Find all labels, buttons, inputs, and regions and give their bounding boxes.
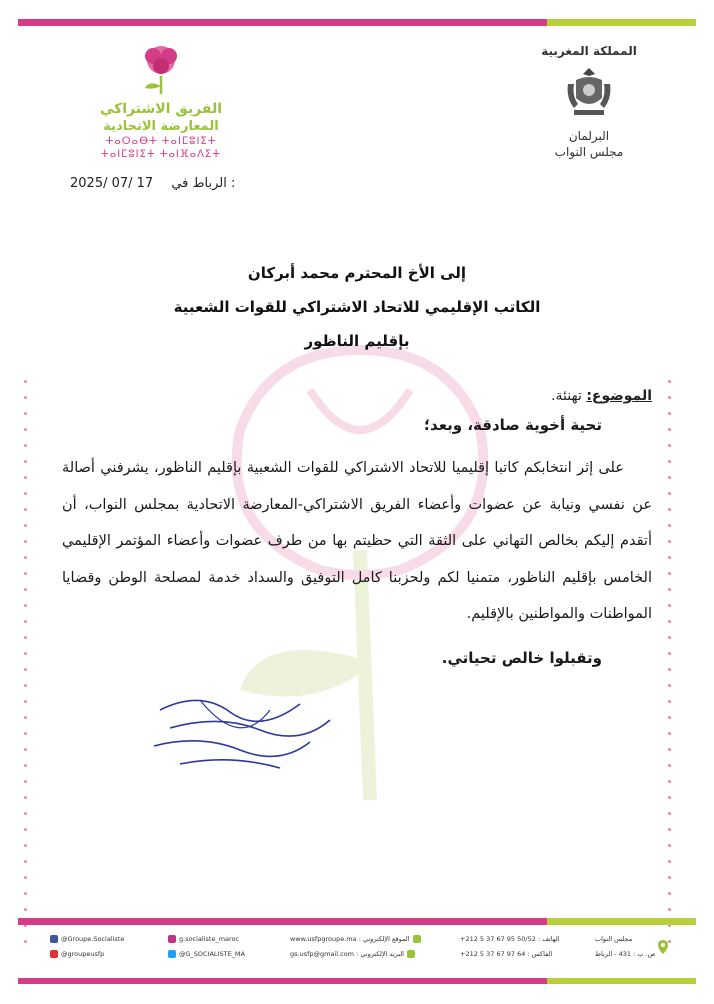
closing-line: وتقبلوا خالص تحياتي.	[441, 648, 602, 667]
parliament-header	[534, 44, 644, 160]
twitter-link[interactable]: @G_SOCIALISTE_MA	[168, 947, 245, 962]
address-line2: ص. ب : 431 - الرباط	[595, 950, 656, 958]
facebook-icon	[50, 935, 58, 943]
handwritten-signature	[140, 690, 340, 780]
instagram-icon	[168, 935, 176, 943]
recipient-province: بإقليم الناظور	[304, 332, 410, 350]
left-dot-border	[20, 380, 50, 956]
address-line1: مجلس النواب	[595, 935, 633, 943]
website-link[interactable]: www.usfpgroupe.ma : الموقع الإلكتروني	[290, 932, 424, 947]
footer-web	[290, 932, 424, 962]
footer-social-left	[50, 932, 124, 962]
recipient-title: الكاتب الإقليمي للاتحاد الاشتراكي للقوات الشعبية	[173, 298, 541, 316]
dateline	[70, 176, 235, 191]
footer	[40, 932, 674, 972]
globe-icon	[413, 935, 421, 943]
youtube-icon	[50, 950, 58, 958]
greeting: تحية أخوية صادقة، وبعد؛	[424, 416, 602, 434]
coat-of-arms-icon	[562, 64, 616, 120]
twitter-icon	[168, 950, 176, 958]
letter-body	[62, 388, 652, 667]
letter-paragraph: على إثر انتخابكم كاتبا إقليميا للاتحاد الاشتراكي للقوات الشعبية بإقليم الناظور، يشرفني أصالة عن نفسي ونيابة عن عضوات وأعضاء الفريق الاشتراكي-المعارضة الاتحادية بمجلس النواب، أن أتقدم إليكم بخالص التهاني على الثقة التي حظيتم بها من طرف عضوات وأعضاء المؤتمر الإقليمي الخامس بإقليم الناظور، متمنيا لكم ولحزبنا كامل التوفيق والسداد خدمة لمصلحة الوطن وقضايا المواطنات والمواطنين بالإقليم.	[62, 460, 652, 622]
facebook-link[interactable]: @Groupe.Socialiste	[50, 932, 124, 947]
date-label: الرباط في :	[171, 176, 236, 191]
mail-icon	[407, 950, 415, 958]
phone-number: +212 5 37 67 95 50/52 : الهاتف	[460, 935, 560, 943]
subject-value: تهنئة.	[551, 388, 582, 404]
group-tifinagh-line1: ⵜⴰⵔⴰⴱⵜ ⵜⴰⵏⵎⵓⵏⵉⵜ	[105, 136, 217, 147]
footer-bottom-bar	[18, 978, 696, 984]
email-link[interactable]: gs.usfp@gmail.com : البريد الإلكتروني	[290, 947, 424, 962]
recipient-block	[0, 256, 714, 358]
right-dot-border	[664, 380, 694, 956]
kingdom-title: المملكة المغربية	[541, 44, 637, 58]
fax-number: +212 5 37 67 97 64 : الفاكس	[460, 950, 553, 958]
subject-label: الموضوع:	[586, 388, 652, 404]
location-pin-icon	[658, 940, 668, 956]
rose-icon	[135, 42, 187, 96]
group-logo	[86, 42, 236, 161]
parliament-title: البرلمان	[568, 129, 610, 143]
footer-top-bar	[18, 918, 696, 925]
footer-social-right	[168, 932, 245, 962]
date-value: 2025/ 07/ 17	[70, 176, 154, 191]
footer-phone	[460, 932, 560, 962]
house-title: مجلس النواب	[554, 145, 624, 159]
group-subtitle: المعارضة الاتحادية	[103, 119, 219, 134]
recipient-name: إلى الأخ المحترم محمد أبركان	[247, 264, 467, 282]
youtube-link[interactable]: @groupeusfp	[50, 947, 124, 962]
subject-line	[62, 388, 652, 404]
group-name: الفريق الاشتراكي	[99, 101, 223, 117]
group-tifinagh-line2: ⵜⴰⵏⵎⵓⵏⵉⵜ ⵜⴰⵏⴼⴰⴷⵉⵜ	[101, 149, 221, 160]
top-color-bar	[18, 19, 696, 26]
footer-address	[595, 932, 656, 962]
instagram-link[interactable]: g.socialiste_maroc	[168, 932, 245, 947]
